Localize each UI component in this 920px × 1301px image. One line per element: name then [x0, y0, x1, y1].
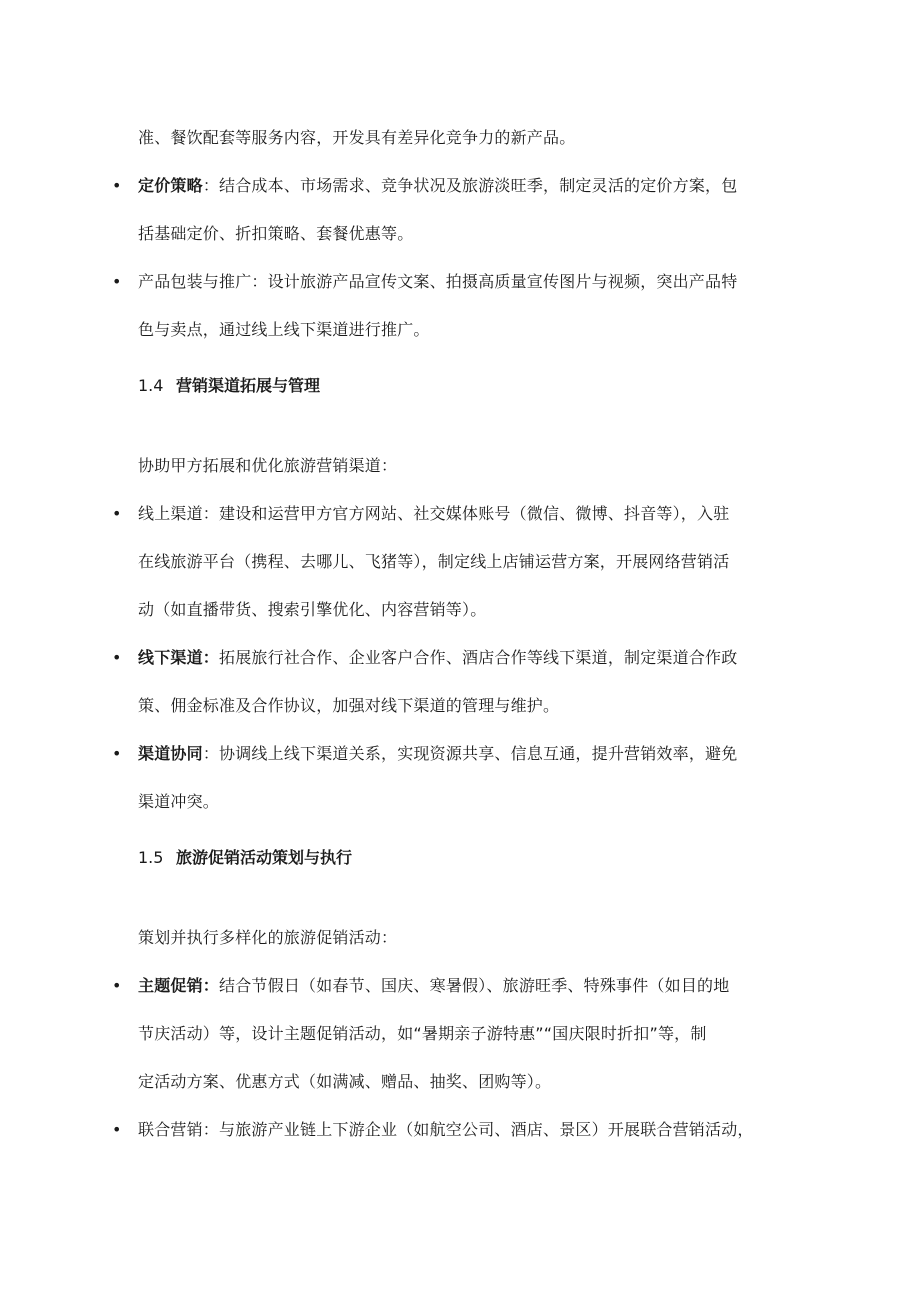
section-heading-1-4 — [138, 374, 320, 398]
pricing-paragraph — [138, 174, 737, 198]
bullet-marker: • — [112, 272, 122, 291]
paragraph-line: 策、佣金标准及合作协议，加强对线下渠道的管理与维护。 — [138, 696, 560, 715]
offline-title: 线下渠道： — [138, 648, 220, 667]
theme-text: 结合节假日（如春节、国庆、寒暑假）、旅游旺季、特殊事件（如目的地 — [219, 976, 730, 995]
paragraph-line: 线上渠道：建设和运营甲方官方网站、社交媒体账号（微信、微博、抖音等），入驻 — [138, 504, 730, 523]
paragraph-line: 动（如直播带货、搜索引擎优化、内容营销等）。 — [138, 600, 487, 619]
bullet-marker: • — [112, 648, 122, 667]
bullet-marker: • — [112, 504, 122, 523]
bullet-marker: • — [112, 976, 122, 995]
synergy-paragraph — [138, 742, 737, 766]
paragraph-line: 渠道冲突。 — [138, 792, 220, 811]
section-heading-1-5 — [138, 846, 352, 870]
section-number: 1.5 — [138, 848, 164, 867]
paragraph-line: 在线旅游平台（携程、去哪儿、飞猪等），制定线上店铺运营方案，开展网络营销活 — [138, 552, 730, 571]
paragraph-line: 括基础定价、折扣策略、套餐优惠等。 — [138, 224, 414, 243]
bullet-marker: • — [112, 176, 122, 195]
paragraph-line: 产品包装与推广：设计旅游产品宣传文案、拍摄高质量宣传图片与视频，突出产品特 — [138, 272, 738, 291]
paragraph-line: 节庆活动）等，设计主题促销活动，如“暑期亲子游特惠”“国庆限时折扣”等，制 — [138, 1024, 707, 1043]
section-title: 旅游促销活动策划与执行 — [176, 848, 353, 867]
paragraph-line: 定活动方案、优惠方式（如满减、赠品、抽奖、团购等）。 — [138, 1072, 552, 1091]
paragraph-line: 准、餐饮配套等服务内容，开发具有差异化竞争力的新产品。 — [138, 128, 576, 147]
paragraph-line: 色与卖点，通过线上线下渠道进行推广。 — [138, 320, 430, 339]
section-title: 营销渠道拓展与管理 — [176, 376, 321, 395]
pricing-title: 定价策略 — [138, 176, 203, 195]
offline-text: 拓展旅行社合作、企业客户合作、酒店合作等线下渠道，制定渠道合作政 — [219, 648, 738, 667]
pricing-text: ：结合成本、市场需求、竞争状况及旅游淡旺季，制定灵活的定价方案，包 — [202, 176, 738, 195]
synergy-text: ：协调线上线下渠道关系，实现资源共享、信息互通，提升营销效率，避免 — [202, 744, 738, 763]
section-number: 1.4 — [138, 376, 164, 395]
offline-paragraph — [138, 646, 737, 670]
theme-paragraph — [138, 974, 729, 998]
bullet-marker: • — [112, 1120, 122, 1139]
theme-title: 主题促销： — [138, 976, 220, 995]
synergy-title: 渠道协同 — [138, 744, 203, 763]
bullet-marker: • — [112, 744, 122, 763]
paragraph-line: 联合营销：与旅游产业链上下游企业（如航空公司、酒店、景区）开展联合营销活动， — [138, 1120, 754, 1139]
section-intro: 协助甲方拓展和优化旅游营销渠道： — [138, 456, 398, 475]
section-intro: 策划并执行多样化的旅游促销活动： — [138, 928, 398, 947]
